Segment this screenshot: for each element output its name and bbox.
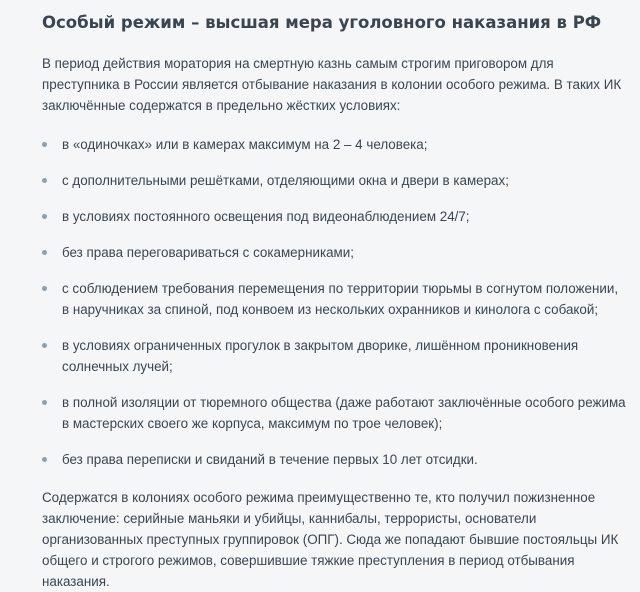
list-item-text: в «одиночках» или в камерах максимум на 2 – 4 человека;: [62, 137, 428, 152]
list-item-text: без права переписки и свиданий в течение первых 10 лет отсидки.: [62, 452, 478, 467]
list-item: [42, 206, 626, 227]
list-item-text: в условиях постоянного освещения под видеонаблюдением 24/7;: [62, 209, 470, 224]
bullet-dot-icon: [42, 178, 47, 183]
list-item: [42, 392, 626, 434]
bullet-dot-icon: [42, 343, 47, 348]
list-item: [42, 170, 626, 191]
closing-paragraph: Содержатся в колониях особого режима преимущественно те, кто получил пожизненное заключение: серийные маньяки и убийцы, каннибалы, террористы, основатели организованных преступных группировок (ОПГ). Сюда же попадают бывшие постояльцы ИК общего и строгого режимов, совершившие тяжкие преступления в период отбывания наказания.: [42, 490, 619, 589]
list-item: [42, 449, 626, 470]
bullet-dot-icon: [42, 400, 47, 405]
list-item-text: с соблюдением требования перемещения по территории тюрьмы в согнутом положении, в наручниках за спиной, под конвоем из нескольких охранников и кинолога с собакой;: [62, 281, 619, 317]
bullet-dot-icon: [42, 214, 47, 219]
bullet-dot-icon: [42, 286, 47, 291]
intro-paragraph: В период действия моратория на смертную казнь самым строгим приговором для преступника в России является отбывание наказания в колонии особого режима. В таких ИК заключённые содержатся в предельно жёстких условиях:: [42, 56, 622, 113]
bullet-dot-icon: [42, 457, 47, 462]
list-item-text: в условиях ограниченных прогулок в закрытом дворике, лишённом проникновения солнечных лучей;: [62, 338, 579, 374]
list-item: [42, 134, 626, 155]
list-item: [42, 335, 626, 377]
bullet-dot-icon: [42, 142, 47, 147]
list-item-text: в полной изоляции от тюремного общества (даже работают заключённые особого режима в мастерских своего же корпуса, максимум по трое человек);: [62, 395, 626, 431]
list-item-text: без права переговариваться с сокамерниками;: [62, 245, 354, 260]
bullet-dot-icon: [42, 250, 47, 255]
conditions-list: [42, 134, 626, 470]
list-item-text: с дополнительными решётками, отделяющими окна и двери в камерах;: [62, 173, 509, 188]
list-item: [42, 278, 626, 320]
article-title: Особый режим – высшая мера уголовного наказания в РФ: [42, 13, 602, 32]
list-item: [42, 242, 626, 263]
